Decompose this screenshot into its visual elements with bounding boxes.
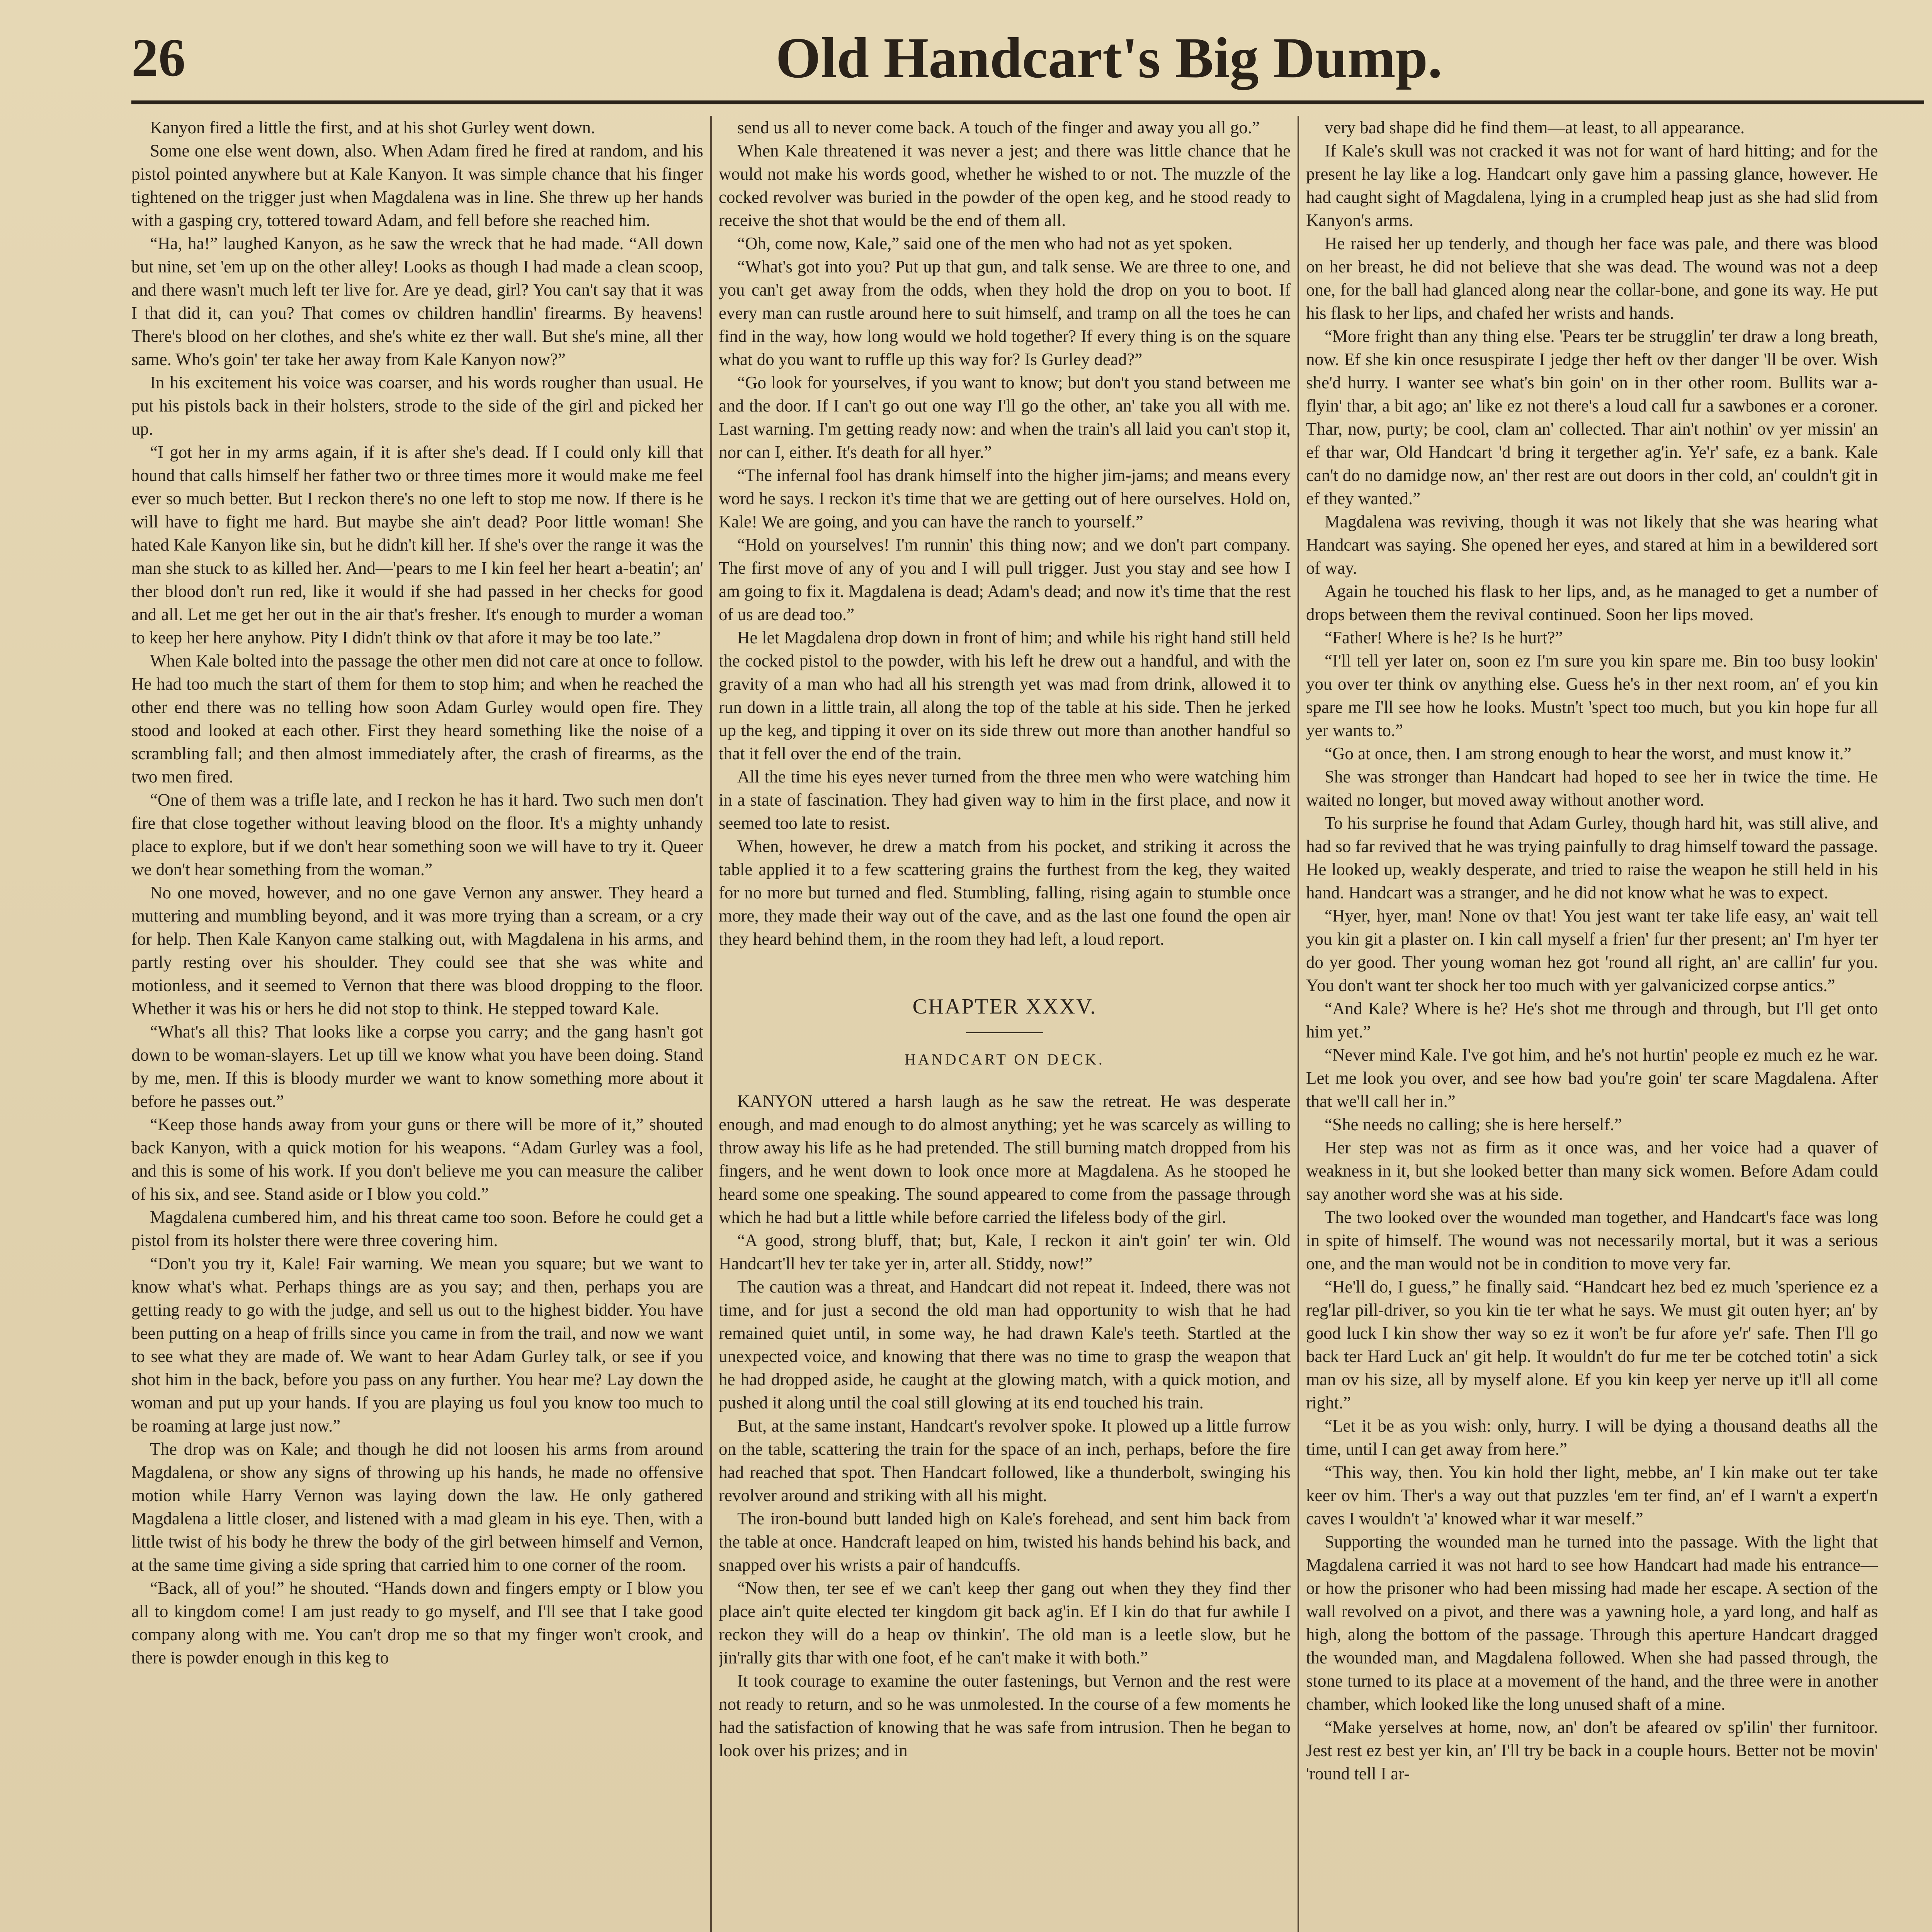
chapter-heading: CHAPTER XXXV.: [912, 995, 1097, 1019]
paragraph: “The infernal fool has drank himself into the higher jim-jams; and means every word he says. I reckon it's time that we are getting out of here ourselves. Hold on, Kale! We are going, and you can have the ranch to yourself.”: [719, 466, 1291, 531]
column-divider: [710, 116, 712, 1932]
paragraph: Kanyon fired a little the first, and at his shot Gurley went down.: [150, 118, 595, 137]
paragraph: Supporting the wounded man he turned into the passage. With the light that Magdalena carried it was not hard to see how Handcart had made his entrance—or how the prisoner who had been missing had made her escape. A section of the wall revolved on a pivot, and there was a yawning hole, a yard long, and half as high, along the bottom of the passage. Through this aperture Handcart dragged the wounded man, and Magdalena followed. When she had passed through, the stone turned to its place at a movement of the hand, and the three were in another chamber, which looked like the long unused shaft of a mine.: [1306, 1532, 1878, 1714]
paragraph: “Now then, ter see ef we can't keep ther gang out when they they find ther place ain't quite elected ter kingdom git back ag'in. Ef I kin do that fur awhile I reckon they will do a heap ov thinkin'. The old man is a leetle slow, but he jin'rally gits thar with one foot, ef he can't make it with both.”: [719, 1578, 1291, 1667]
paragraph: Magdalena cumbered him, and his threat came too soon. Before he could get a pistol from its holster there were three covering him.: [131, 1208, 703, 1250]
paragraph: No one moved, however, and no one gave Vernon any answer. They heard a muttering and mumbling beyond, and it was more trying than a scream, or a cry for help. Then Kale Kanyon came stalking out, with Magdalena in his arms, and partly resting over his shoulder. They could see that she was white and motionless, and it seemed to Vernon that there was blood dropping to the floor. Whether it was his or hers he did not stop to think. He stepped toward Kale.: [131, 883, 703, 1018]
paragraph: When Kale threatened it was never a jest; and there was little chance that he would not make his words good, whether he wished to or not. The muzzle of the cocked revolver was buried in the powder of the open keg, and he stood ready to receive the shot that would be the end of them all.: [719, 141, 1291, 230]
chapter-rule: [966, 1032, 1043, 1033]
paragraph: “Let it be as you wish: only, hurry. I will be dying a thousand deaths all the time, until I can get away from here.”: [1306, 1416, 1878, 1459]
paragraph: The caution was a threat, and Handcart did not repeat it. Indeed, there was not time, and for just a second the old man had opportunity to wish that he had remained quiet until, in some way, he had drawn Kale's teeth. Startled at the unexpected voice, and knowing that there was no time to grasp the weapon that he had dropped aside, he caught at the glowing match, with a quick motion, and pushed it along until the coal still glowing at its end touched his train.: [719, 1277, 1291, 1412]
paragraph: But, at the same instant, Handcart's revolver spoke. It plowed up a little furrow on the table, scattering the train for the space of an inch, perhaps, before the fire had reached that spot. Then Handcart followed, like a thunderbolt, swinging his revolver around and striking with all his might.: [719, 1416, 1291, 1505]
paragraph: “He'll do, I guess,” he finally said. “Handcart hez bed ez much 'sperience ez a reg'lar pill-driver, so you kin tie ter what he says. We must git outen hyer; an' by good luck I kin show ther way so ez it won't be fur afore ye'r' safe. Then I'll go back ter Hard Luck an' git help. It wouldn't do fur me ter be cotched totin' a sick man ov his size, all by myself alone. Ef you kin keep yer nerve up it'll all come right.”: [1306, 1277, 1878, 1412]
paragraph: The iron-bound butt landed high on Kale's forehead, and sent him back from the table at once. Handcraft leaped on him, twisted his hands behind his back, and snapped over his wrists a pair of handcuffs.: [719, 1509, 1291, 1575]
paragraph: “Don't you try it, Kale! Fair warning. We mean you square; but we want to know what's what. Perhaps things are as you say; and then, perhaps you are getting ready to go with the judge, and sell us out to the highest bidder. You have been putting on a heap of frills since you came in from the trail, and now we want to see what they are made of. We want to hear Adam Gurley talk, or see if you shot him in the back, before you pass on any further. You hear me? Lay down the woman and put up your hands. If you are playing us foul you know too much to be roaming at large just now.”: [131, 1254, 703, 1435]
paragraph: Some one else went down, also. When Adam fired he fired at random, and his pistol pointed anywhere but at Kale Kanyon. It was simple chance that his finger tightened on the trigger just when Magdalena was in line. She threw up her hands with a gasping cry, tottered toward Adam, and fell before she reached him.: [131, 141, 703, 230]
paragraph: “Back, all of you!” he shouted. “Hands down and fingers empty or I blow you all to kingdom come! I am just ready to go myself, and I'll see that I take good company along with me. You can't drop me so that my finger won't crook, and there is powder enough in this keg to: [131, 1578, 703, 1667]
paragraph: “I got her in my arms again, if it is after she's dead. If I could only kill that hound that calls himself her father two or three times more it would make me feel ever so much better. But I reckon there's no one left to stop me now. If there is he will have to fight me hard. But maybe she ain't dead? Poor little woman! She hated Kale Kanyon like sin, but he didn't kill her. If she's over the range it was the man she stuck to as killed her. And—'pears to me I kin feel her heart a-beatin'; an' ther blood don't run red, like it would if she had passed in her checks for good and all. Let me get her out in the air that's fresher. It's enough to murder a woman to keep her here anyhow. Pity I didn't think ov that afore it may be too late.”: [131, 442, 703, 647]
paragraph: Her step was not as firm as it once was, and her voice had a quaver of weakness in it, but she looked better than many sick women. Before Adam could say another word she was at his side.: [1306, 1138, 1878, 1204]
paragraph: KANYON uttered a harsh laugh as he saw the retreat. He was desperate enough, and mad enough to do almost anything; yet he was scarcely as willing to throw away his life as he had pretended. The still burning match dropped from his fingers, and he went down to look once more at Magdalena. As he stooped he heard some one speaking. The sound appeared to come from the passage through which he had but a little while before carried the lifeless body of the girl.: [719, 1092, 1291, 1227]
paragraph: “Go look for yourselves, if you want to know; but don't you stand between me and the door. If I can't go out one way I'll go the other, an' take you all with me. Last warning. I'm getting ready now: and when the train's all laid you can't stop it, nor can I, either. It's death for all hyer.”: [719, 373, 1291, 462]
paragraph: If Kale's skull was not cracked it was not for want of hard hitting; and for the present he lay like a log. Handcart only gave him a passing glance, however. He had caught sight of Magdalena, lying in a crumpled heap just as she had slid from Kanyon's arms.: [1306, 141, 1878, 230]
paragraph: “A good, strong bluff, that; but, Kale, I reckon it ain't goin' ter win. Old Handcart'll hev ter take yer in, arter all. Stiddy, now!”: [719, 1231, 1291, 1273]
column-divider: [1298, 116, 1299, 1932]
text-column-3: [1306, 116, 1878, 1932]
paragraph: Again he touched his flask to her lips, and, as he managed to get a number of drops between them the revival continued. Soon her lips moved.: [1306, 582, 1878, 624]
paragraph: “Go at once, then. I am strong enough to hear the worst, and must know it.”: [1325, 744, 1852, 763]
page-header: [131, 23, 1924, 97]
page-number: 26: [131, 28, 185, 88]
paragraph: “Make yerselves at home, now, an' don't be afeared ov sp'ilin' ther furnitoor. Jest rest ez best yer kin, an' I'll try be back in a couple hours. Better not be movin' 'round tell I ar-: [1306, 1718, 1878, 1783]
header-rule: [131, 100, 1924, 104]
paragraph: “What's all this? That looks like a corpse you carry; and the gang hasn't got down to be woman-slayers. Let up till we know what you have been doing. Stand by me, men. If this is bloody murder we want to know something more about it before he passes out.”: [131, 1022, 703, 1111]
chapter-subheading: HANDCART ON DECK.: [905, 1051, 1105, 1068]
paragraph: “Keep those hands away from your guns or there will be more of it,” shouted back Kanyon, with a quick motion for his weapons. “Adam Gurley was a fool, and this is some of his work. If you don't believe me you can measure the caliber of his six, and see. Stand aside or I blow you cold.”: [131, 1115, 703, 1204]
paragraph: very bad shape did he find them—at least, to all appearance.: [1325, 118, 1745, 137]
paragraph: “This way, then. You kin hold ther light, mebbe, an' I kin make out ter take keer ov him. Ther's a way out that puzzles 'em ter find, an' ef I warn't a expert'n caves I wouldn't 'a' knowed whar it war meself.”: [1306, 1463, 1878, 1528]
paragraph: Magdalena was reviving, though it was not likely that she was hearing what Handcart was saying. She opened her eyes, and stared at him in a bewildered sort of way.: [1306, 512, 1878, 578]
paragraph: He raised her up tenderly, and though her face was pale, and there was blood on her breast, he did not believe that she was dead. The wound was not a deep one, for the ball had glanced along near the collar-bone, and gone its way. He put his flask to her lips, and chafed her wrists and hands.: [1306, 234, 1878, 323]
paragraph: “What's got into you? Put up that gun, and talk sense. We are three to one, and you can't get away from the odds, when they hold the drop on you to boot. If every man can rustle around here to suit himself, and tramp on all the toes he can find in the way, how long would we hold together? If every thing is on the square what do you want to ruffle up this way for? Is Gurley dead?”: [719, 257, 1291, 369]
paragraph: All the time his eyes never turned from the three men who were watching him in a state of fascination. They had given way to him in the first place, and now it seemed too late to resist.: [719, 767, 1291, 833]
paragraph: “One of them was a trifle late, and I reckon he has it hard. Two such men don't fire that close together without leaving blood on the floor. It's a mighty unhandy place to explore, but if we don't hear something soon we will have to try it. Queer we don't hear something from the woman.”: [131, 790, 703, 879]
text-column-2: [719, 116, 1291, 1932]
paragraph: The two looked over the wounded man together, and Handcart's face was long in spite of himself. The wound was not necessarily mortal, but it was a serious one, and the man would not be in condition to move very far.: [1306, 1208, 1878, 1273]
paragraph: “Hold on yourselves! I'm runnin' this thing now; and we don't part company. The first move of any of you and I will pull trigger. Just you stay and see how I am going to fix it. Magdalena is dead; Adam's dead; and now it's time that the rest of us are dead too.”: [719, 535, 1291, 624]
paragraph: “Oh, come now, Kale,” said one of the men who had not as yet spoken.: [737, 234, 1233, 253]
running-title: Old Handcart's Big Dump.: [776, 26, 1442, 90]
paragraph: It took courage to examine the outer fastenings, but Vernon and the rest were not ready to return, and so he was unmolested. In the course of a few moments he had the satisfaction of knowing that he was safe from intrusion. Then he began to look over his prizes; and in: [719, 1671, 1291, 1760]
paragraph: “Hyer, hyer, man! None ov that! You jest want ter take life easy, an' wait tell you kin git a plaster on. I kin call myself a frien' fur ther present; an' I'm hyer ter do yer good. Ther young woman hez got 'round all right, an' are callin' fur you. You don't want ter shock her too much with yer galvanicized corpse antics.”: [1306, 906, 1878, 995]
paragraph: “Never mind Kale. I've got him, and he's not hurtin' people ez much ez he war. Let me look you over, and see how bad you're goin' ter scare Magdalena. After that we'll call her in.”: [1306, 1045, 1878, 1111]
paragraph: To his surprise he found that Adam Gurley, though hard hit, was still alive, and had so far revived that he was trying painfully to drag himself toward the passage. He looked up, weakly desperate, and tried to raise the weapon he still held in his hand. Handcart was a stranger, and he did not know what he was to expect.: [1306, 813, 1878, 902]
paragraph: He let Magdalena drop down in front of him; and while his right hand still held the cocked pistol to the powder, with his left he drew out a handful, and with the gravity of a man who had all his strength yet was mad from drink, allowed it to run down in a little train, all along the top of the table at his side. Then he jerked up the keg, and tipping it over on its side threw out more than another handful so that it fell over the end of the train.: [719, 628, 1291, 763]
paragraph: “Ha, ha!” laughed Kanyon, as he saw the wreck that he had made. “All down but nine, set 'em up on the other alley! Looks as though I had made a clean scoop, and there wasn't much left ter live for. Are ye dead, girl? You can't say that it was I that did it, can you? That comes ov children handlin' firearms. By heavens! There's blood on her clothes, and she's white ez ther wall. But she's mine, all ther same. Who's goin' ter take her away from Kale Kanyon now?”: [131, 234, 703, 369]
paragraph: When, however, he drew a match from his pocket, and striking it across the table applied it to a few scattering grains the furthest from the keg, they waited for no more but turned and fled. Stumbling, falling, rising again to stumble once more, they made their way out of the cave, and as the last one found the open air they heard behind them, in the room they had left, a loud report.: [719, 837, 1291, 949]
paragraph: “And Kale? Where is he? He's shot me through and through, but I'll get onto him yet.”: [1306, 999, 1878, 1041]
paragraph: She was stronger than Handcart had hoped to see her in twice the time. He waited no longer, but moved away without another word.: [1306, 767, 1878, 810]
paragraph: The drop was on Kale; and though he did not loosen his arms from around Magdalena, or show any signs of throwing up his hands, he made no offensive motion while Harry Vernon was laying down the law. He only gathered Magdalena a little closer, and listened with a mad gleam in his eye. Then, with a little twist of his body he threw the body of the girl between himself and Vernon, at the same time giving a side spring that carried him to one corner of the room.: [131, 1439, 703, 1575]
paragraph: When Kale bolted into the passage the other men did not care at once to follow. He had too much the start of them for them to stop him; and when he reached the other end there was no telling how soon Adam Gurley would open fire. They stood and looked at each other. First they heard something like the noise of a scrambling fall; and then almost immediately after, the crash of firearms, as the two men fired.: [131, 651, 703, 786]
paragraph: “More fright than any thing else. 'Pears ter be strugglin' ter draw a long breath, now. Ef she kin once resuspirate I jedge ther heft ov ther danger 'll be over. Wish she'd hurry. I wanter see what's bin goin' on in ther other room. Bullits war a-flyin' thar, a bit ago; an' like ez not there's a loud call fur a sawbones er a coroner. Thar, now, purty; be cool, clam an' collected. Thar ain't nothin' ov yer missin' an ef thar war, Old Handcart 'd bring it tergether ag'in. Ye'r' safe, ez a bank. Kale can't do no damidge now, an' ther rest are out doors in ther cold, an' couldn't git in ef they wanted.”: [1306, 327, 1878, 508]
paragraph: In his excitement his voice was coarser, and his words rougher than usual. He put his pistols back in their holsters, strode to the side of the girl and picked her up.: [131, 373, 703, 439]
paragraph: send us all to never come back. A touch of the finger and away you all go.”: [737, 118, 1260, 137]
paragraph: “She needs no calling; she is here herself.”: [1325, 1115, 1622, 1134]
paragraph: “Father! Where is he? Is he hurt?”: [1325, 628, 1563, 647]
text-column-1: [131, 116, 703, 1932]
paragraph: “I'll tell yer later on, soon ez I'm sure you kin spare me. Bin too busy lookin' you over ter think ov anything else. Guess he's in ther next room, an' ef you kin spare me I'll see how he looks. Mustn't 'spect too much, but you kin hope fur all yer wants to.”: [1306, 651, 1878, 740]
